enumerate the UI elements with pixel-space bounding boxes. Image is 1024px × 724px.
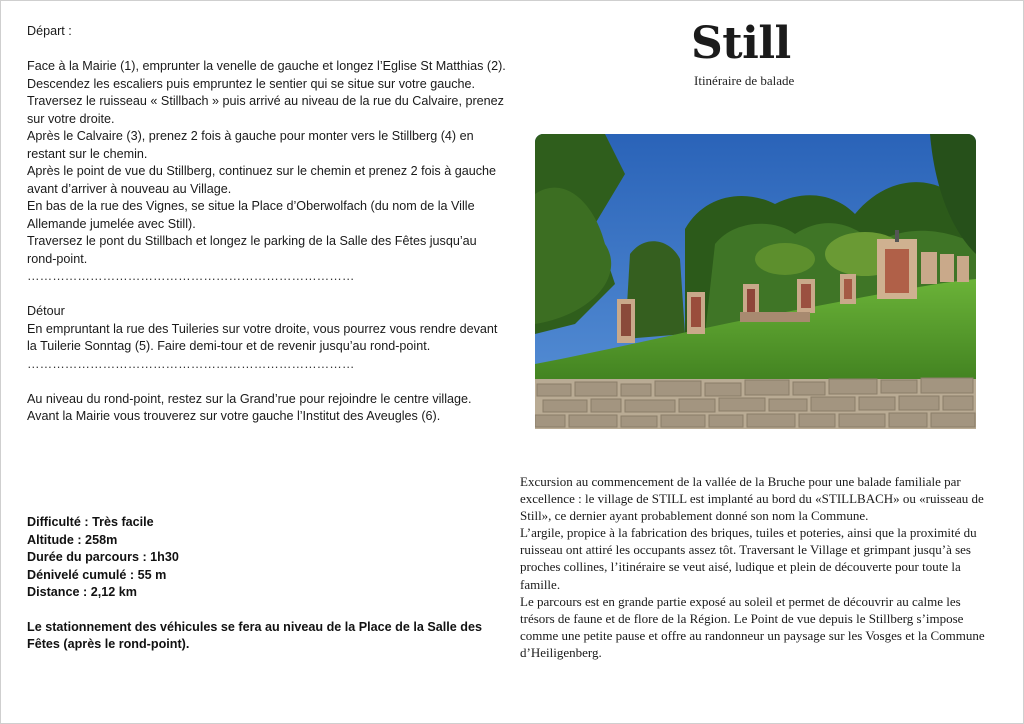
distance: Distance : 2,12 km: [27, 585, 137, 599]
parking-note: Le stationnement des véhicules se fera au niveau de la Place de la Salle des Fêtes (après le rond-point).: [27, 619, 482, 651]
route-step: Après le Calvaire (3), prenez 2 fois à gauche pour monter vers le Stillberg (4) en restant sur le chemin.: [27, 129, 474, 161]
altitude: Altitude : 258m: [27, 532, 118, 547]
page-title: Still: [691, 18, 791, 69]
description-paragraph: L’argile, propice à la fabrication des briques, tuiles et poteries, ainsi que la proximité du ruisseau ont attiré les occupants assez tôt. Traversant le Village et grimpant jusqu’à ses proches collines, l’itinéraire se veut aisé, ludique et plein de découverte pour toute la famille.: [520, 525, 977, 592]
route-directions: [27, 23, 507, 426]
route-stats: [27, 514, 517, 654]
route-step: Traversez le pont du Stillbach et longez le parking de la Salle des Fêtes jusqu’au rond-point.: [27, 234, 477, 266]
page-subtitle: Itinéraire de balade: [694, 73, 795, 88]
route-step: Après le point de vue du Stillberg, continuez sur le chemin et prenez 2 fois à gauche avant d’arriver à nouveau au Village.: [27, 164, 497, 196]
separator-line: ……………………………………………………………………: [27, 356, 355, 371]
route-step: En bas de la rue des Vignes, se situe la Place d’Oberwolfach (du nom de la Ville Allemande jumelée avec Still).: [27, 199, 475, 231]
description-paragraph: Le parcours est en grande partie exposé au soleil et permet de découvrir au calme les trésors de faune et de flore de la Région. Le Point de vue depuis le Stillberg s’impose comme une petite pause et offre au randonneur un paysage sur les Vosges et la Commune d’Heiligenberg.: [520, 593, 985, 660]
final-step: Avant la Mairie vous trouverez sur votre gauche l’Institut des Aveugles (6).: [27, 409, 441, 423]
route-step: Face à la Mairie (1), emprunter la venelle de gauche et longez l’Eglise St Matthias (2).: [27, 59, 506, 73]
route-step: Descendez les escaliers puis empruntez le sentier qui se situe sur votre gauche.: [27, 76, 476, 91]
separator-line: ……………………………………………………………………: [27, 269, 355, 283]
difficulty: Difficulté : Très facile: [27, 515, 154, 529]
elevation: Dénivelé cumulé : 55 m: [27, 567, 167, 582]
route-heading: Départ :: [27, 24, 72, 38]
detour-heading: Détour: [27, 304, 65, 318]
duration: Durée du parcours : 1h30: [27, 550, 179, 564]
final-step: Au niveau du rond-point, restez sur la Grand’rue pour rejoindre le centre village.: [27, 391, 472, 406]
description-paragraph: Excursion au commencement de la vallée de la Bruche pour une balade familiale par excellence : le village de STILL est implanté au bord du «STILLBACH» ou «ruisseau de Still», ce dernier ayant probablement donné son nom la Commune.: [520, 474, 984, 524]
description-text: [520, 473, 996, 661]
route-step: Traversez le ruisseau « Stillbach » puis arrivé au niveau de la rue du Calvaire, prenez sur votre droite.: [27, 94, 504, 126]
calvary-photo: [535, 134, 976, 429]
detour-text: En empruntant la rue des Tuileries sur votre droite, vous pourrez vous rendre devant la Tuilerie Sonntag (5). Faire demi-tour et de revenir jusqu’au rond-point.: [27, 321, 498, 353]
